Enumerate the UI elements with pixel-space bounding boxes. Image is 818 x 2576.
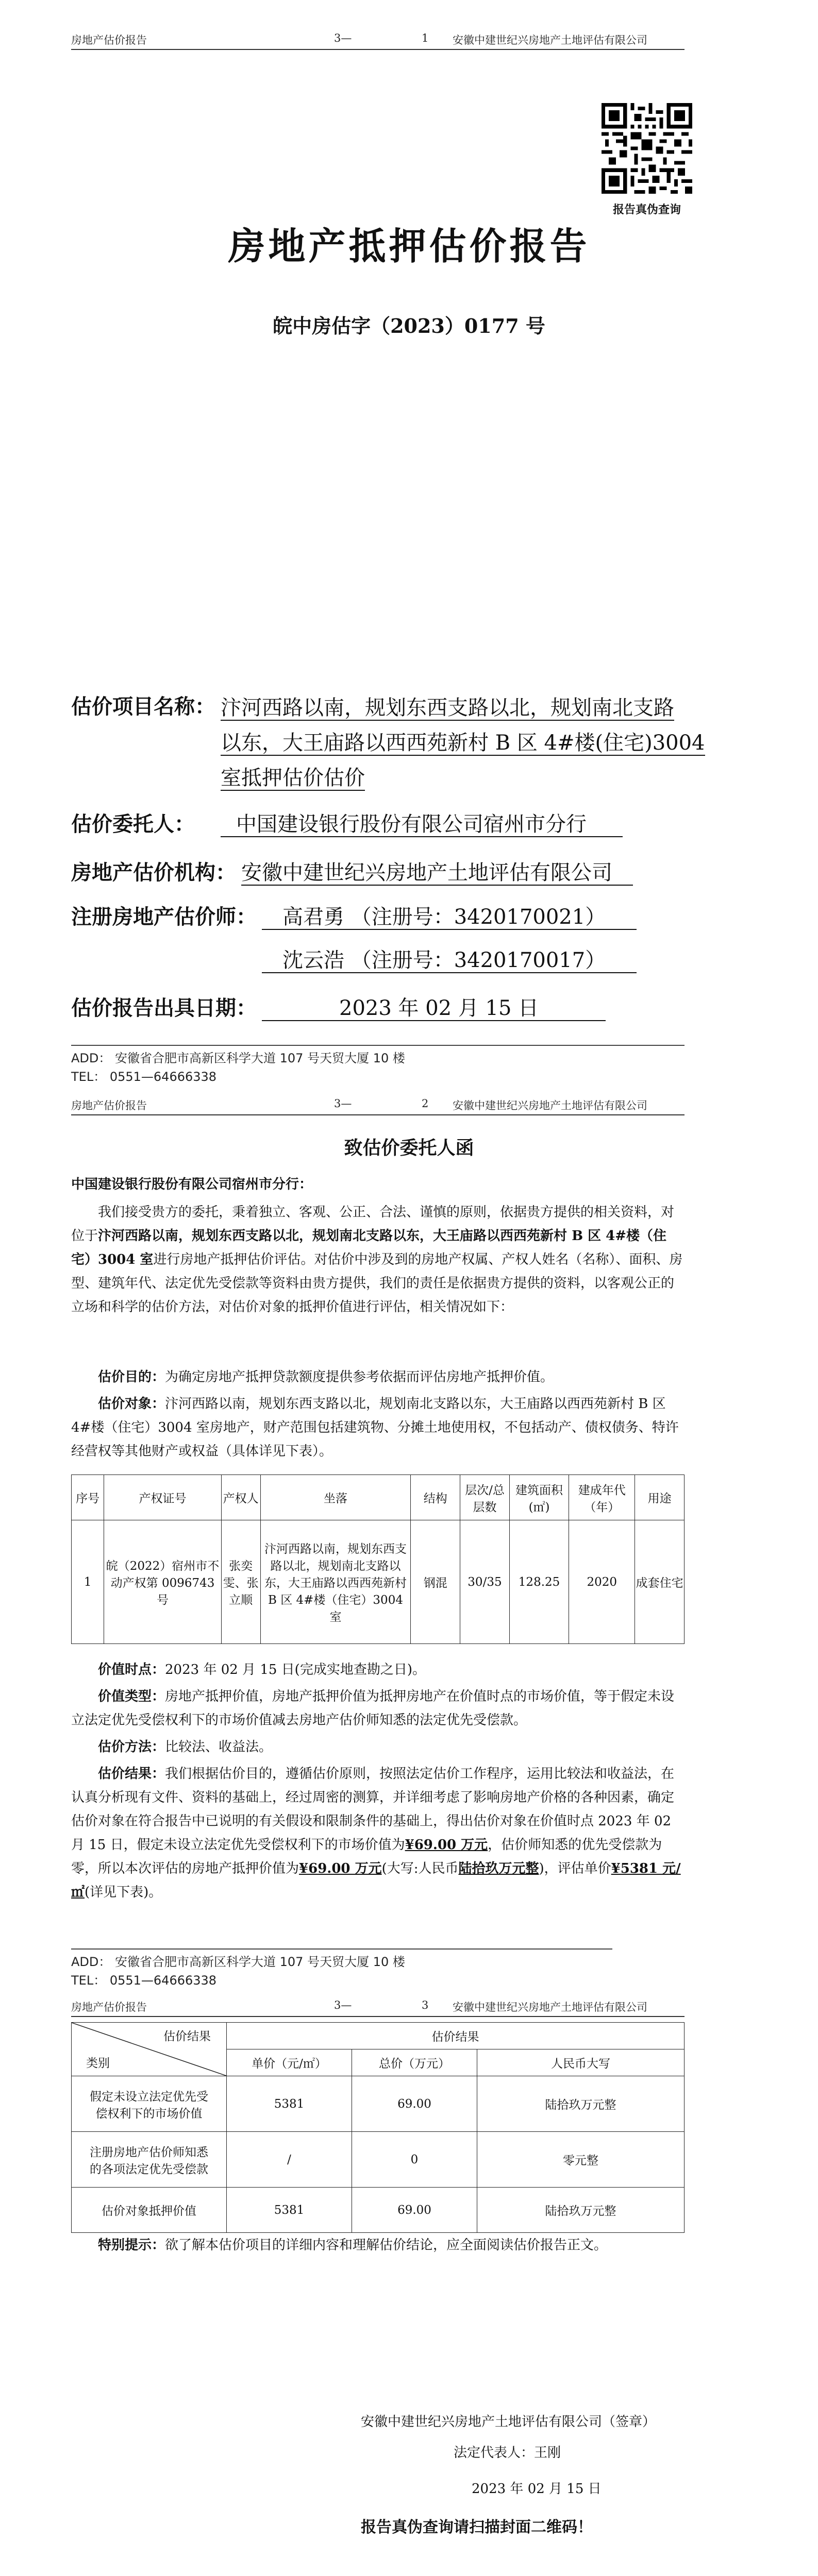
value-date-label: 价值时点： <box>98 1662 165 1677</box>
table-header: 建筑面积(㎡) <box>509 1475 569 1520</box>
table-cell: 陆拾玖万元整 <box>477 2188 685 2233</box>
tips-label: 特别提示： <box>98 2238 165 2253</box>
header-rule <box>71 2016 685 2017</box>
footer-tel: TEL： 0551—64666338 <box>71 1070 217 1084</box>
header-company: 安徽中建世纪兴房地产土地评估有限公司 <box>453 1099 647 1112</box>
table-header: 结构 <box>411 1475 460 1520</box>
result-section: 估价结果：我们根据估价目的，遵循估价原则，按照法定估价工作程序，运用比较法和收益法，在认真分析现有文件、资料的基础上，经过周密的测算，并详细考虑了影响房地产价格的各种因素，确定估价对象在符合报告中已说明的有关假设和限制条件的基础上，得出估价对象在价值时点 2023 年 02 月 15 日，假定未设立法定优先受偿权利下的市场价值为¥69.00 万元，估价师知悉的优先受偿款为零，所以本次评估的房地产抵押价值为¥69.00 万元(大写:人民币陆拾玖万元整)，评估单价¥5381 元/㎡(详见下表)。 <box>71 1766 681 1900</box>
letter-intro: 我们接受贵方的委托，秉着独立、客观、公正、合法、谨慎的原则，依据贵方提供的相关资料，对位于汴河西路以南，规划东西支路以北，规划南北支路以东，大王庙路以西西苑新村 B 区 4#楼（住宅）3004 室进行房地产抵押估价评估。对估价中涉及到的房地产权属、产权人姓名（名称）、面积、房型、建筑年代、法定优先受偿款等资料由贵方提供，我们的责任是依据贵方提供的资料，以客观公正的立场和科学的估价方法，对估价对象的抵押价值进行评估，相关情况如下： <box>71 1205 683 1315</box>
header-title: 房地产估价报告 <box>71 2001 147 2013</box>
table-cell: 汴河西路以南，规划东西支路以北，规划南北支路以东，大王庙路以西西苑新村 B 区 4#楼（住宅）3004 室 <box>260 1520 411 1644</box>
table-cell: 皖（2022）宿州市不动产权第 0096743 号 <box>104 1520 221 1644</box>
property-table <box>71 1475 685 1644</box>
footer-rule <box>71 1948 612 1950</box>
client-value: 中国建设银行股份有限公司宿州市分行 <box>221 812 623 837</box>
table-header: 总价（万元） <box>352 2049 477 2076</box>
header-page-prefix: 3— <box>334 1097 352 1110</box>
header-rule <box>71 49 685 50</box>
project-line-3: 室抵押估价估价 <box>221 766 365 790</box>
table-header: 建成年代（年） <box>569 1475 635 1520</box>
header-page-num: 1 <box>422 32 429 44</box>
intro-location: 汴河西路以南，规划东西支路以北，规划南北支路以东，大王庙路以西西苑新村 B 区 4#楼（住宅）3004 室 <box>71 1228 667 1267</box>
signature-representative: 法定代表人：王刚 <box>454 2445 561 2461</box>
signature-date: 2023 年 02 月 15 日 <box>472 2481 602 2497</box>
date-section: 价值时点：2023 年 02 月 15 日(完成实地查勘之日)。 <box>98 1662 426 1677</box>
purpose-section: 估价目的：为确定房地产抵押贷款额度提供参考依据而评估房地产抵押价值。 <box>98 1369 554 1385</box>
unit-price: ¥5381 元/㎡ <box>71 1861 681 1900</box>
header-company: 安徽中建世纪兴房地产土地评估有限公司 <box>453 34 647 46</box>
verify-note: 报告真伪查询请扫描封面二维码！ <box>361 2518 593 2536</box>
header-page-prefix: 3— <box>334 32 352 44</box>
date-value: 2023 年 02 月 15 日 <box>262 996 606 1021</box>
table-header: 人民币大写 <box>477 2049 685 2076</box>
header-title: 房地产估价报告 <box>71 1099 147 1112</box>
table-header: 坐落 <box>260 1475 411 1520</box>
table-header: 产权证号 <box>104 1475 221 1520</box>
footer-1 <box>71 1049 405 1086</box>
table-cell: 成套住宅 <box>635 1520 685 1644</box>
result-label: 估价结果： <box>98 1766 165 1782</box>
object-section: 估价对象：汴河西路以南，规划东西支路以北，规划南北支路以东，大王庙路以西西苑新村 B 区 4#楼（住宅）3004 室房地产，财产范围包括建筑物、分摊土地使用权，不包括动产、债权债务、特许经营权等其他财产或权益（具体详见下表）。 <box>71 1396 679 1459</box>
footer-address: ADD： 安徽省合肥市高新区科学大道 107 号天贸大厦 10 楼 <box>71 1955 405 1969</box>
project-line-2: 以东，大王庙路以西西苑新村 B 区 4#楼(住宅)3004 <box>221 731 705 755</box>
table-row <box>72 2132 685 2188</box>
report-number: 皖中房估字（2023）0177 号 <box>273 314 545 337</box>
table-header: 类别 <box>86 2057 110 2070</box>
header-title: 房地产估价报告 <box>71 34 147 46</box>
table-header: 单价（元/㎡） <box>227 2049 352 2076</box>
table-cell: 钢混 <box>411 1520 460 1644</box>
main-title: 房地产抵押估价报告 <box>228 224 590 268</box>
signature-company: 安徽中建世纪兴房地产土地评估有限公司（签章） <box>361 2414 656 2430</box>
header-page-num: 2 <box>422 1097 429 1110</box>
footer-address: ADD： 安徽省合肥市高新区科学大道 107 号天贸大厦 10 楼 <box>71 1051 405 1065</box>
table-cell: 30/35 <box>460 1520 510 1644</box>
market-value: ¥69.00 万元 <box>405 1837 488 1853</box>
table-header: 层次/总层数 <box>460 1475 510 1520</box>
table-header: 估价结果 <box>163 2030 211 2043</box>
table-cell: 69.00 <box>352 2188 477 2233</box>
project-line-1: 汴河西路以南，规划东西支路以北，规划南北支路 <box>221 696 674 720</box>
object-label: 估价对象： <box>98 1396 165 1412</box>
letter-salutation: 中国建设银行股份有限公司宿州市分行： <box>71 1177 313 1192</box>
table-cell: 5381 <box>227 2188 352 2233</box>
footer-rule <box>71 1045 685 1046</box>
table-row <box>72 2188 685 2233</box>
header-rule <box>71 1114 685 1115</box>
appraiser-1: 高君勇 （注册号：3420170021） <box>262 905 637 930</box>
header-company: 安徽中建世纪兴房地产土地评估有限公司 <box>453 2001 647 2013</box>
footer-2 <box>71 1953 405 1990</box>
agency-value: 安徽中建世纪兴房地产土地评估有限公司 <box>241 861 633 886</box>
header-page-prefix: 3— <box>334 1999 352 2011</box>
qr-caption: 报告真伪查询 <box>612 204 681 216</box>
table-cell: 陆拾玖万元整 <box>477 2076 685 2132</box>
table-row <box>72 1520 685 1644</box>
qr-code-icon[interactable] <box>602 103 692 194</box>
method-section: 估价方法：比较法、收益法。 <box>98 1739 273 1755</box>
table-cell: 128.25 <box>509 1520 569 1644</box>
table-header: 用途 <box>635 1475 685 1520</box>
table-cell: 注册房地产估价师知悉的各项法定优先受偿款 <box>72 2132 227 2188</box>
table-cell: 0 <box>352 2132 477 2188</box>
tips-section: 特别提示：欲了解本估价项目的详细内容和理解估价结论，应全面阅读估价报告正文。 <box>98 2238 608 2253</box>
table-cell: / <box>227 2132 352 2188</box>
mortgage-value-words: 陆拾玖万元整 <box>458 1861 539 1876</box>
valuation-table <box>71 2022 685 2233</box>
purpose-label: 估价目的： <box>98 1369 165 1385</box>
type-section: 价值类型：房地产抵押价值，房地产抵押价值为抵押房地产在价值时点的市场价值，等于假定未设立法定优先受偿权利下的市场价值减去房地产估价师知悉的法定优先受偿款。 <box>71 1689 675 1728</box>
table-cell: 2020 <box>569 1520 635 1644</box>
appraiser-2: 沈云浩 （注册号：3420170017） <box>262 948 637 973</box>
table-header: 产权人 <box>221 1475 260 1520</box>
table-row <box>72 2076 685 2132</box>
method-label: 估价方法： <box>98 1739 165 1755</box>
table-diagonal-header <box>72 2023 227 2076</box>
table-cell: 估价对象抵押价值 <box>72 2188 227 2233</box>
header-page-num: 3 <box>422 1999 429 2011</box>
table-cell: 69.00 <box>352 2076 477 2132</box>
table-cell: 假定未设立法定优先受偿权利下的市场价值 <box>72 2076 227 2132</box>
table-cell: 5381 <box>227 2076 352 2132</box>
footer-tel: TEL： 0551—64666338 <box>71 1973 217 1988</box>
table-header: 序号 <box>72 1475 104 1520</box>
agency-label: 房地产估价机构： <box>71 860 236 885</box>
project-value <box>221 690 757 795</box>
client-label: 估价委托人： <box>71 812 195 836</box>
mortgage-value: ¥69.00 万元 <box>299 1861 382 1876</box>
letter-title: 致估价委托人函 <box>344 1137 474 1159</box>
table-cell: 张奕雯、张立顺 <box>221 1520 260 1644</box>
table-cell: 1 <box>72 1520 104 1644</box>
table-cell: 零元整 <box>477 2132 685 2188</box>
project-label: 估价项目名称： <box>71 694 215 719</box>
value-type-label: 价值类型： <box>98 1689 165 1704</box>
appraiser-label: 注册房地产估价师： <box>71 905 257 929</box>
table-header: 估价结果 <box>227 2023 685 2049</box>
date-label: 估价报告出具日期： <box>71 996 257 1020</box>
